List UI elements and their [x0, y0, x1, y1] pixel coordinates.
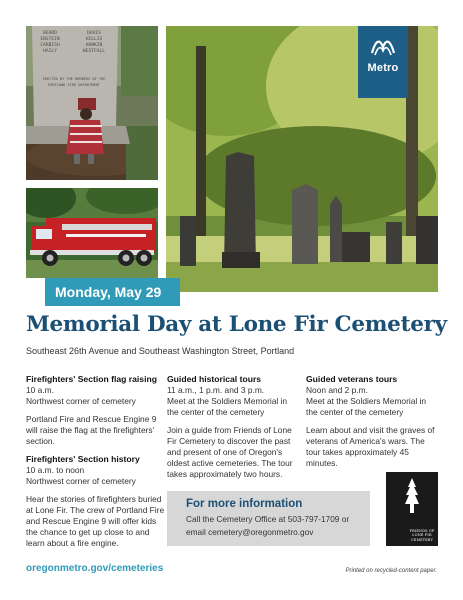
website-link[interactable]: oregonmetro.gov/cemeteries	[26, 563, 164, 574]
inscription-line: ENSTEIN	[40, 37, 60, 42]
metro-logo-text: Metro	[367, 62, 399, 74]
inscription-line: BEARD	[43, 31, 57, 36]
column-historical-tours	[167, 374, 299, 480]
inscription-line: DAVIS	[87, 31, 101, 36]
recycled-note: Printed on recycled-content paper.	[345, 568, 437, 574]
inscription-line: HANKIN	[85, 43, 103, 48]
event-time: Noon and 2 p.m.	[306, 385, 368, 395]
more-info-phone: Call the Cemetery Office at 503-797-1709 or	[186, 514, 350, 524]
metro-mark-icon	[369, 35, 397, 59]
event-description: Learn about and visit the graves of veterans of America's wars. The tour takes approximately 45 minutes.	[306, 425, 435, 468]
more-info-box	[167, 491, 370, 546]
inscription-line: CARBISH	[40, 43, 60, 48]
more-info-heading: For more information	[186, 498, 303, 510]
event-description: Portland Fire and Rescue Engine 9 will raise the flag at the firefighters' section.	[26, 414, 157, 446]
monument-photo	[26, 26, 158, 180]
event-description: Hear the stories of firefighters buried at Lone Fir. The crew of Portland Fire and Rescue Engine 9 will offer kids the chance to get up close to and learn about a fire engine.	[26, 494, 165, 548]
event-heading: Guided historical tours	[167, 374, 262, 384]
event-heading: Guided veterans tours	[306, 374, 398, 384]
column-veterans-tours	[306, 374, 438, 469]
firetruck-photo	[26, 188, 158, 278]
inscription-line: ERECTED BY THE MEMBERS OF THE	[42, 77, 106, 81]
event-location: Meet at the Soldiers Memorial in the center of the cemetery	[167, 396, 288, 417]
fir-tree-icon	[403, 477, 421, 519]
friends-logo-text: FRIENDS OF LONE FIR CEMETERY	[409, 528, 435, 542]
event-heading: Firefighters' Section flag raising	[26, 374, 157, 384]
column-firefighters	[26, 374, 166, 549]
inscription-line: HAILY	[43, 49, 57, 54]
event-time: 11 a.m., 1 p.m. and 3 p.m.	[167, 385, 265, 395]
metro-logo	[358, 26, 408, 98]
event-description: Join a guide from Friends of Lone Fir Cemetery to discover the past and present of one of Oregon's oldest active cemeteries. The tour takes approximately two hours.	[167, 425, 293, 479]
more-info-email: email cemetery@oregonmetro.gov	[186, 527, 314, 537]
inscription-line: HILLIS	[85, 37, 103, 42]
inscription-line: PORTLAND FIRE DEPARTMENT	[48, 83, 100, 87]
event-location: Northwest corner of cemetery	[26, 476, 136, 486]
event-location: Meet at the Soldiers Memorial in the center of the cemetery	[306, 396, 427, 417]
page-title: Memorial Day at Lone Fir Cemetery	[26, 312, 447, 337]
inscription-line: WESTFALL	[82, 49, 106, 54]
date-banner: Monday, May 29	[45, 278, 180, 306]
event-time: 10 a.m. to noon	[26, 465, 85, 475]
event-time: 10 a.m.	[26, 385, 54, 395]
event-address: Southeast 26th Avenue and Southeast Washington Street, Portland	[26, 346, 295, 356]
event-heading: Firefighters' Section history	[26, 454, 140, 464]
event-location: Northwest corner of cemetery	[26, 396, 136, 406]
friends-of-lone-fir-logo	[386, 472, 438, 546]
